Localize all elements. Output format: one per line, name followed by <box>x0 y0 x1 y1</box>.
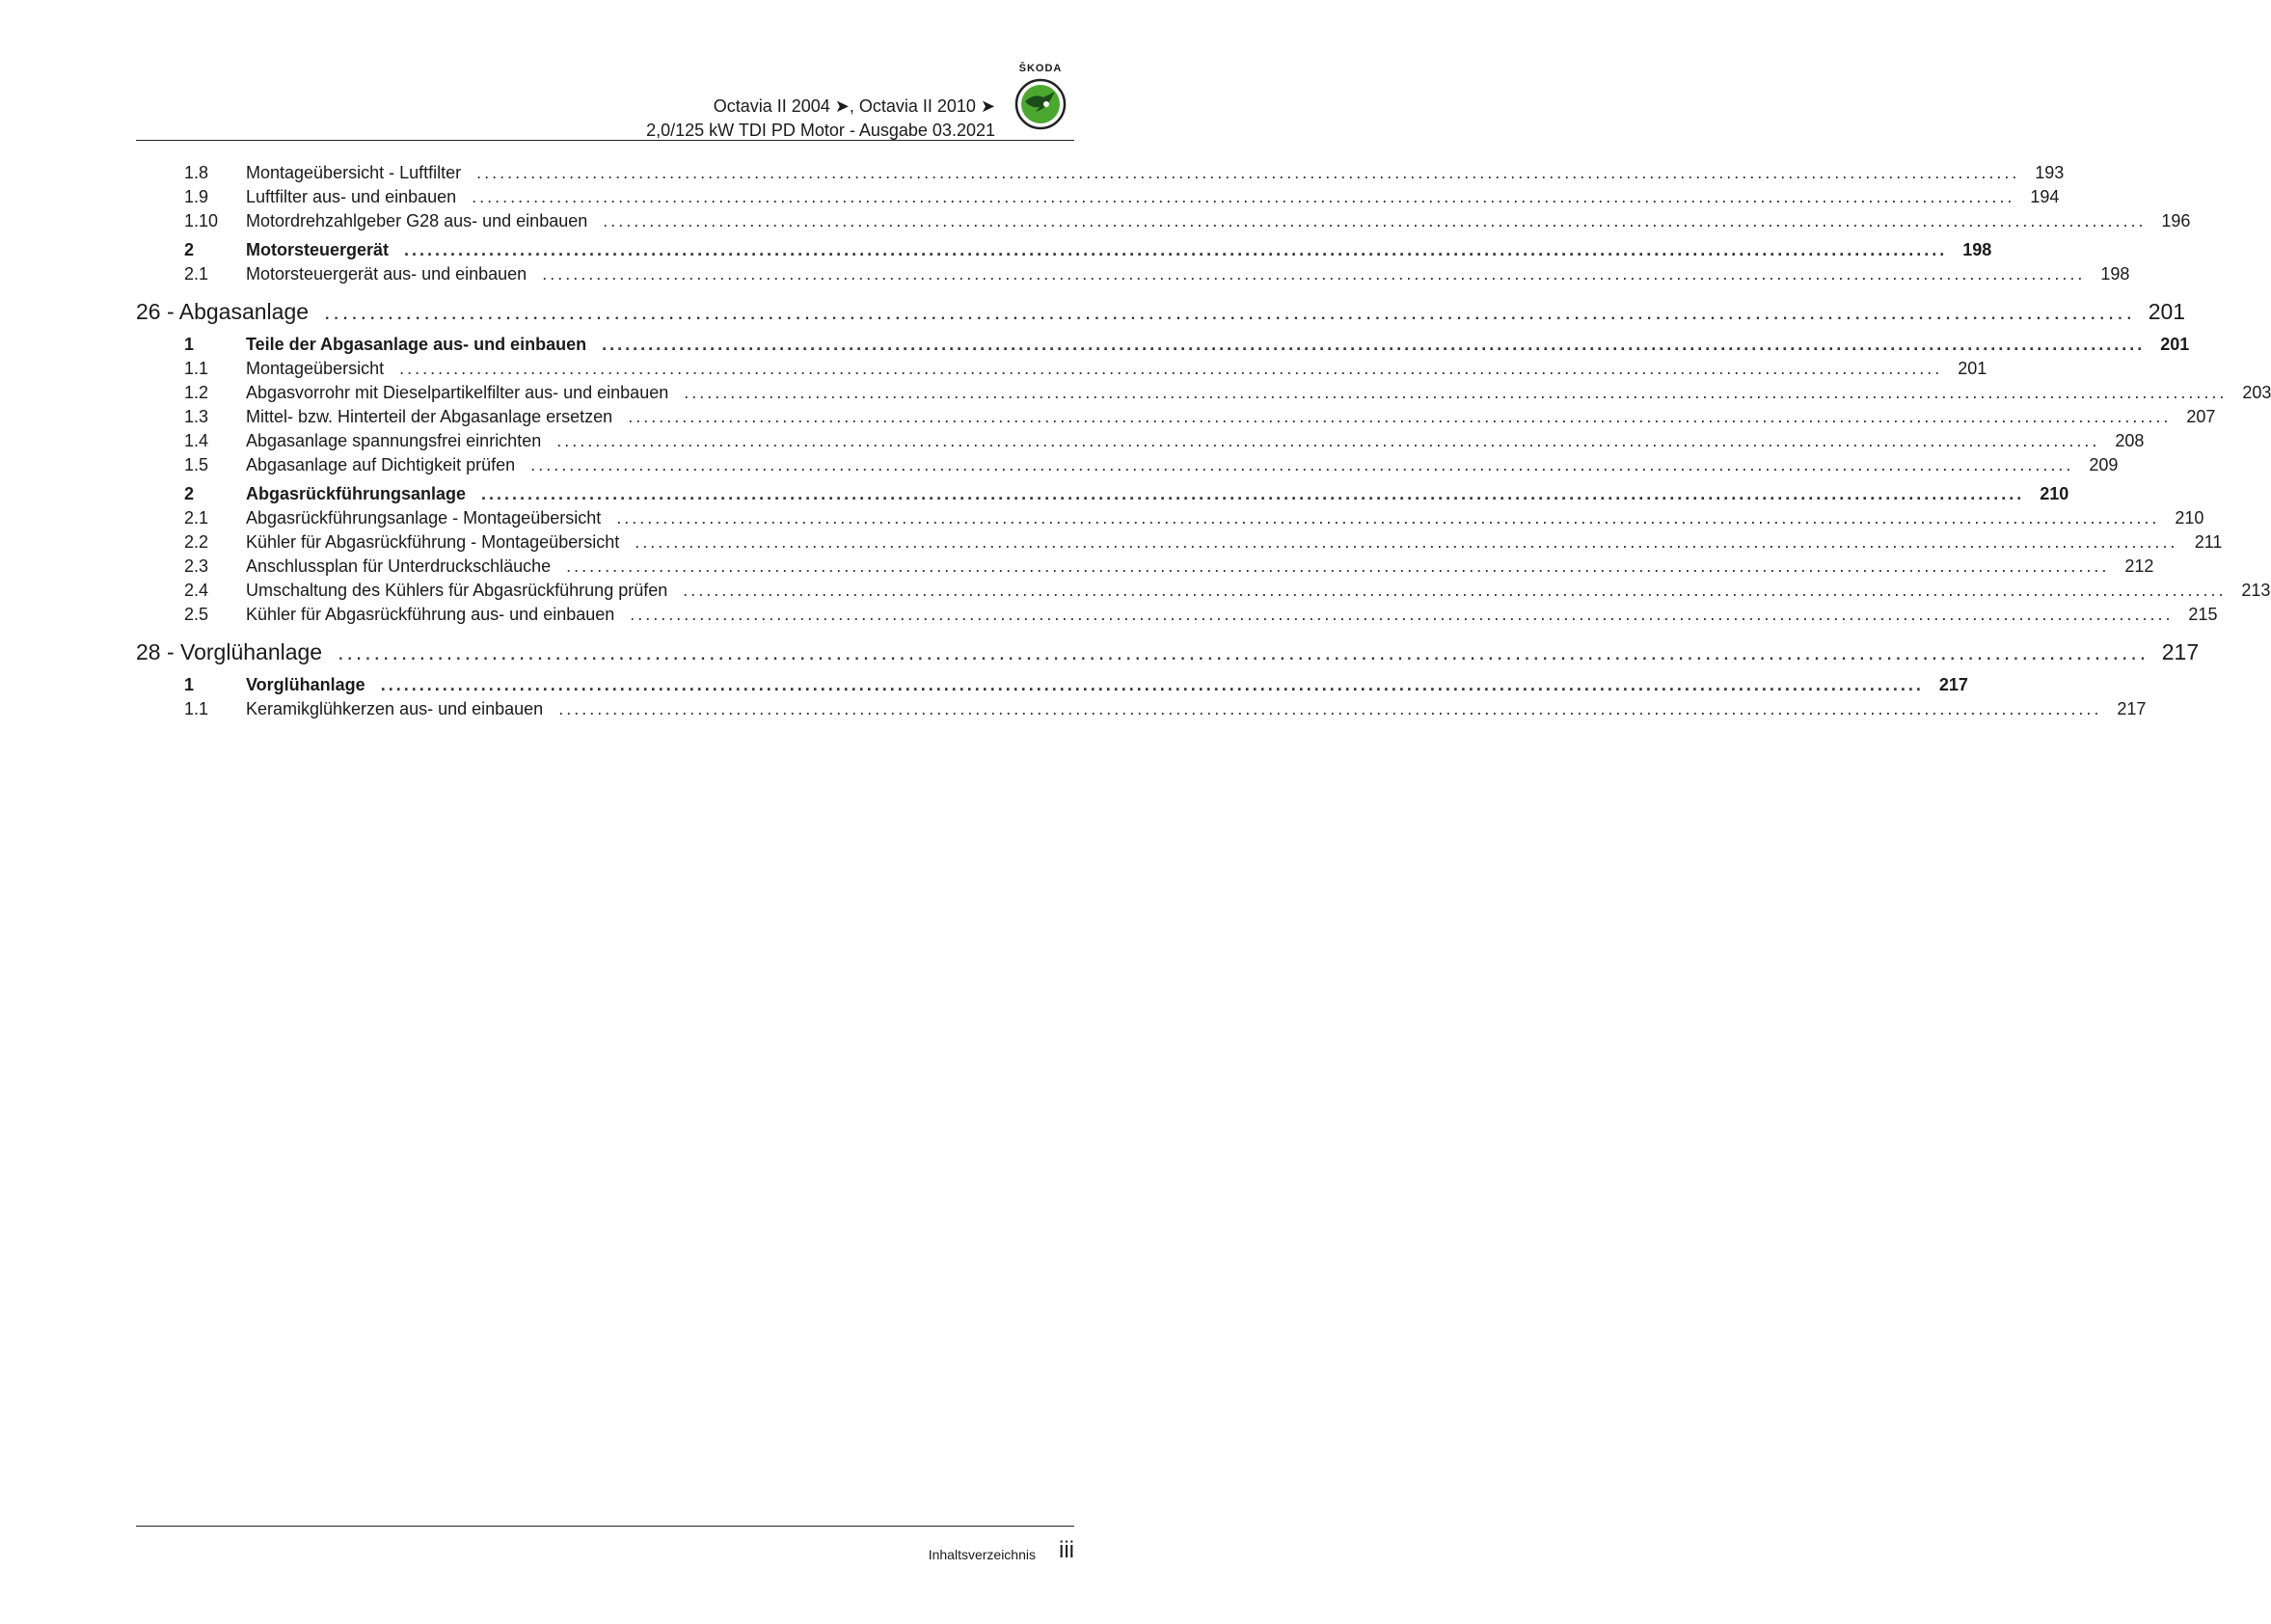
toc-leader-dots: ........................................................................................................................................................................................................ <box>566 556 2110 576</box>
toc-number: 1 <box>184 335 195 354</box>
toc-number: 1.1 <box>184 359 209 378</box>
toc-number: 1.2 <box>184 383 209 402</box>
logo-wordmark: ŠKODA <box>1018 63 1063 74</box>
toc-number: 1.10 <box>184 211 219 230</box>
toc-page-number: 196 <box>2161 211 2191 230</box>
toc-leader-dots: ........................................................................................................................................................................................................ <box>683 581 2227 600</box>
footer-label: Inhaltsverzeichnis <box>928 1547 1036 1562</box>
toc-title: Teile der Abgasanlage aus- und einbauen <box>246 335 587 354</box>
toc-leader-dots: ........................................................................................................................................................................................................ <box>338 639 2149 664</box>
header-line-1: Octavia II 2004 ➤, Octavia II 2010 ➤ <box>713 96 995 116</box>
toc-page-number: 201 <box>2160 335 2190 354</box>
header-text <box>646 95 995 143</box>
toc-title: Montageübersicht <box>246 359 385 378</box>
toc-row[interactable] <box>136 381 2271 405</box>
toc-page-number: 194 <box>2030 187 2060 206</box>
toc-title: Anschlussplan für Unterdruckschläuche <box>246 556 552 576</box>
toc-number: 1.3 <box>184 407 209 426</box>
toc-number: 2.3 <box>184 556 209 576</box>
toc-number: 1.1 <box>184 699 209 718</box>
skoda-arrow-logo-icon <box>1014 78 1067 130</box>
toc-page-number: 208 <box>2115 431 2145 450</box>
footer-page-number: iii <box>1059 1537 1074 1563</box>
toc-row[interactable] <box>136 238 1992 262</box>
toc-number: 2.1 <box>184 508 209 528</box>
toc-row[interactable] <box>136 453 2119 477</box>
toc-number: 1.9 <box>184 187 209 206</box>
toc-title: Motorsteuergerät <box>246 240 390 259</box>
toc-number: 1.8 <box>184 163 209 182</box>
toc-title: Abgasvorrohr mit Dieselpartikelfilter aus- und einbauen <box>246 383 669 402</box>
toc-title: Abgasanlage spannungsfrei einrichten <box>246 431 542 450</box>
toc-page-number: 215 <box>2188 605 2218 624</box>
toc-leader-dots: ........................................................................................................................................................................................................ <box>380 675 1924 694</box>
toc-page-number: 217 <box>2161 639 2200 664</box>
toc-leader-dots: ........................................................................................................................................................................................................ <box>481 484 2025 503</box>
toc-row[interactable] <box>136 262 2130 286</box>
toc-title: 28 - Vorglühanlage <box>136 639 323 664</box>
skoda-logo <box>1007 60 1074 137</box>
toc-title: Kühler für Abgasrückführung aus- und einbauen <box>246 605 615 624</box>
toc-row[interactable] <box>136 506 2204 530</box>
toc-row[interactable] <box>136 530 2223 555</box>
toc-number: 1 <box>184 675 195 694</box>
toc-title: Keramikglühkerzen aus- und einbauen <box>246 699 544 718</box>
toc-page-number: 212 <box>2124 556 2154 576</box>
toc-number: 2.2 <box>184 532 209 552</box>
toc-title: 26 - Abgasanlage <box>136 299 310 324</box>
toc-leader-dots: ........................................................................................................................................................................................................ <box>556 431 2100 450</box>
toc-page-number: 198 <box>2100 264 2130 284</box>
toc-leader-dots: ........................................................................................................................................................................................................ <box>530 455 2074 474</box>
toc-title: Montageübersicht - Luftfilter <box>246 163 462 182</box>
toc-leader-dots: ........................................................................................................................................................................................................ <box>630 605 2174 624</box>
toc-leader-dots: ........................................................................................................................................................................................................ <box>476 163 2020 182</box>
page-footer <box>136 1526 1074 1564</box>
toc-page-number: 211 <box>2194 532 2223 552</box>
toc-leader-dots: ........................................................................................................................................................................................................ <box>616 508 2160 528</box>
toc-number: 2 <box>184 484 195 503</box>
toc-leader-dots: ........................................................................................................................................................................................................ <box>603 211 2147 230</box>
table-of-contents <box>136 161 2271 721</box>
toc-title: Luftfilter aus- und einbauen <box>246 187 457 206</box>
toc-row[interactable] <box>136 697 2147 721</box>
toc-leader-dots: ........................................................................................................................................................................................................ <box>472 187 2015 206</box>
toc-chapter-row[interactable] <box>136 636 2200 668</box>
toc-page-number: 207 <box>2186 407 2216 426</box>
toc-number: 2.5 <box>184 605 209 624</box>
toc-title: Vorglühanlage <box>246 675 365 694</box>
toc-page-number: 193 <box>2035 163 2065 182</box>
toc-row[interactable] <box>136 405 2216 429</box>
footer-rule <box>136 1526 1074 1527</box>
toc-title: Motordrehzahlgeber G28 aus- und einbauen <box>246 211 588 230</box>
toc-row[interactable] <box>136 429 2145 453</box>
toc-title: Mittel- bzw. Hinterteil der Abgasanlage ersetzen <box>246 407 613 426</box>
toc-page-number: 203 <box>2242 383 2271 402</box>
toc-row[interactable] <box>136 185 2060 209</box>
toc-title: Kühler für Abgasrückführung - Montageübersicht <box>246 532 620 552</box>
toc-leader-dots: ........................................................................................................................................................................................................ <box>602 335 2146 354</box>
toc-row[interactable] <box>136 357 1987 381</box>
toc-leader-dots: ........................................................................................................................................................................................................ <box>324 299 2136 324</box>
toc-chapter-row[interactable] <box>136 295 2186 328</box>
toc-leader-dots: ........................................................................................................................................................................................................ <box>628 407 2172 426</box>
toc-row[interactable] <box>136 579 2271 603</box>
toc-title: Abgasrückführungsanlage - Montageübersicht <box>246 508 602 528</box>
toc-page-number: 210 <box>2175 508 2204 528</box>
toc-page-number: 198 <box>1962 240 1992 259</box>
toc-row[interactable] <box>136 555 2154 579</box>
toc-number: 1.4 <box>184 431 209 450</box>
toc-title: Abgasanlage auf Dichtigkeit prüfen <box>246 455 516 474</box>
toc-row[interactable] <box>136 482 2069 506</box>
header-line-2: 2,0/125 kW TDI PD Motor - Ausgabe 03.2021 <box>646 121 995 140</box>
toc-leader-dots: ........................................................................................................................................................................................................ <box>404 240 1948 259</box>
toc-leader-dots: ........................................................................................................................................................................................................ <box>542 264 2086 284</box>
toc-page-number: 210 <box>2040 484 2069 503</box>
toc-title: Umschaltung des Kühlers für Abgasrückführung prüfen <box>246 581 668 600</box>
toc-page-number: 201 <box>1958 359 1987 378</box>
toc-page-number: 201 <box>2148 299 2186 324</box>
toc-leader-dots: ........................................................................................................................................................................................................ <box>635 532 2178 552</box>
toc-page-number: 209 <box>2089 455 2119 474</box>
toc-page-number: 217 <box>1938 675 1968 694</box>
toc-title: Abgasrückführungsanlage <box>246 484 467 503</box>
toc-row[interactable] <box>136 209 2191 233</box>
toc-number: 2.4 <box>184 581 209 600</box>
toc-number: 1.5 <box>184 455 209 474</box>
toc-row[interactable] <box>136 161 2065 185</box>
toc-row[interactable] <box>136 603 2218 627</box>
toc-leader-dots: ........................................................................................................................................................................................................ <box>684 383 2228 402</box>
toc-leader-dots: ........................................................................................................................................................................................................ <box>558 699 2102 718</box>
toc-page-number: 213 <box>2241 581 2271 600</box>
toc-title: Motorsteuergerät aus- und einbauen <box>246 264 527 284</box>
page-header <box>136 60 1074 141</box>
toc-number: 2.1 <box>184 264 209 284</box>
toc-page-number: 217 <box>2117 699 2147 718</box>
toc-row[interactable] <box>136 333 2190 357</box>
toc-leader-dots: ........................................................................................................................................................................................................ <box>399 359 1943 378</box>
header-rule <box>136 140 1074 141</box>
toc-row[interactable] <box>136 673 1968 697</box>
toc-number: 2 <box>184 240 195 259</box>
